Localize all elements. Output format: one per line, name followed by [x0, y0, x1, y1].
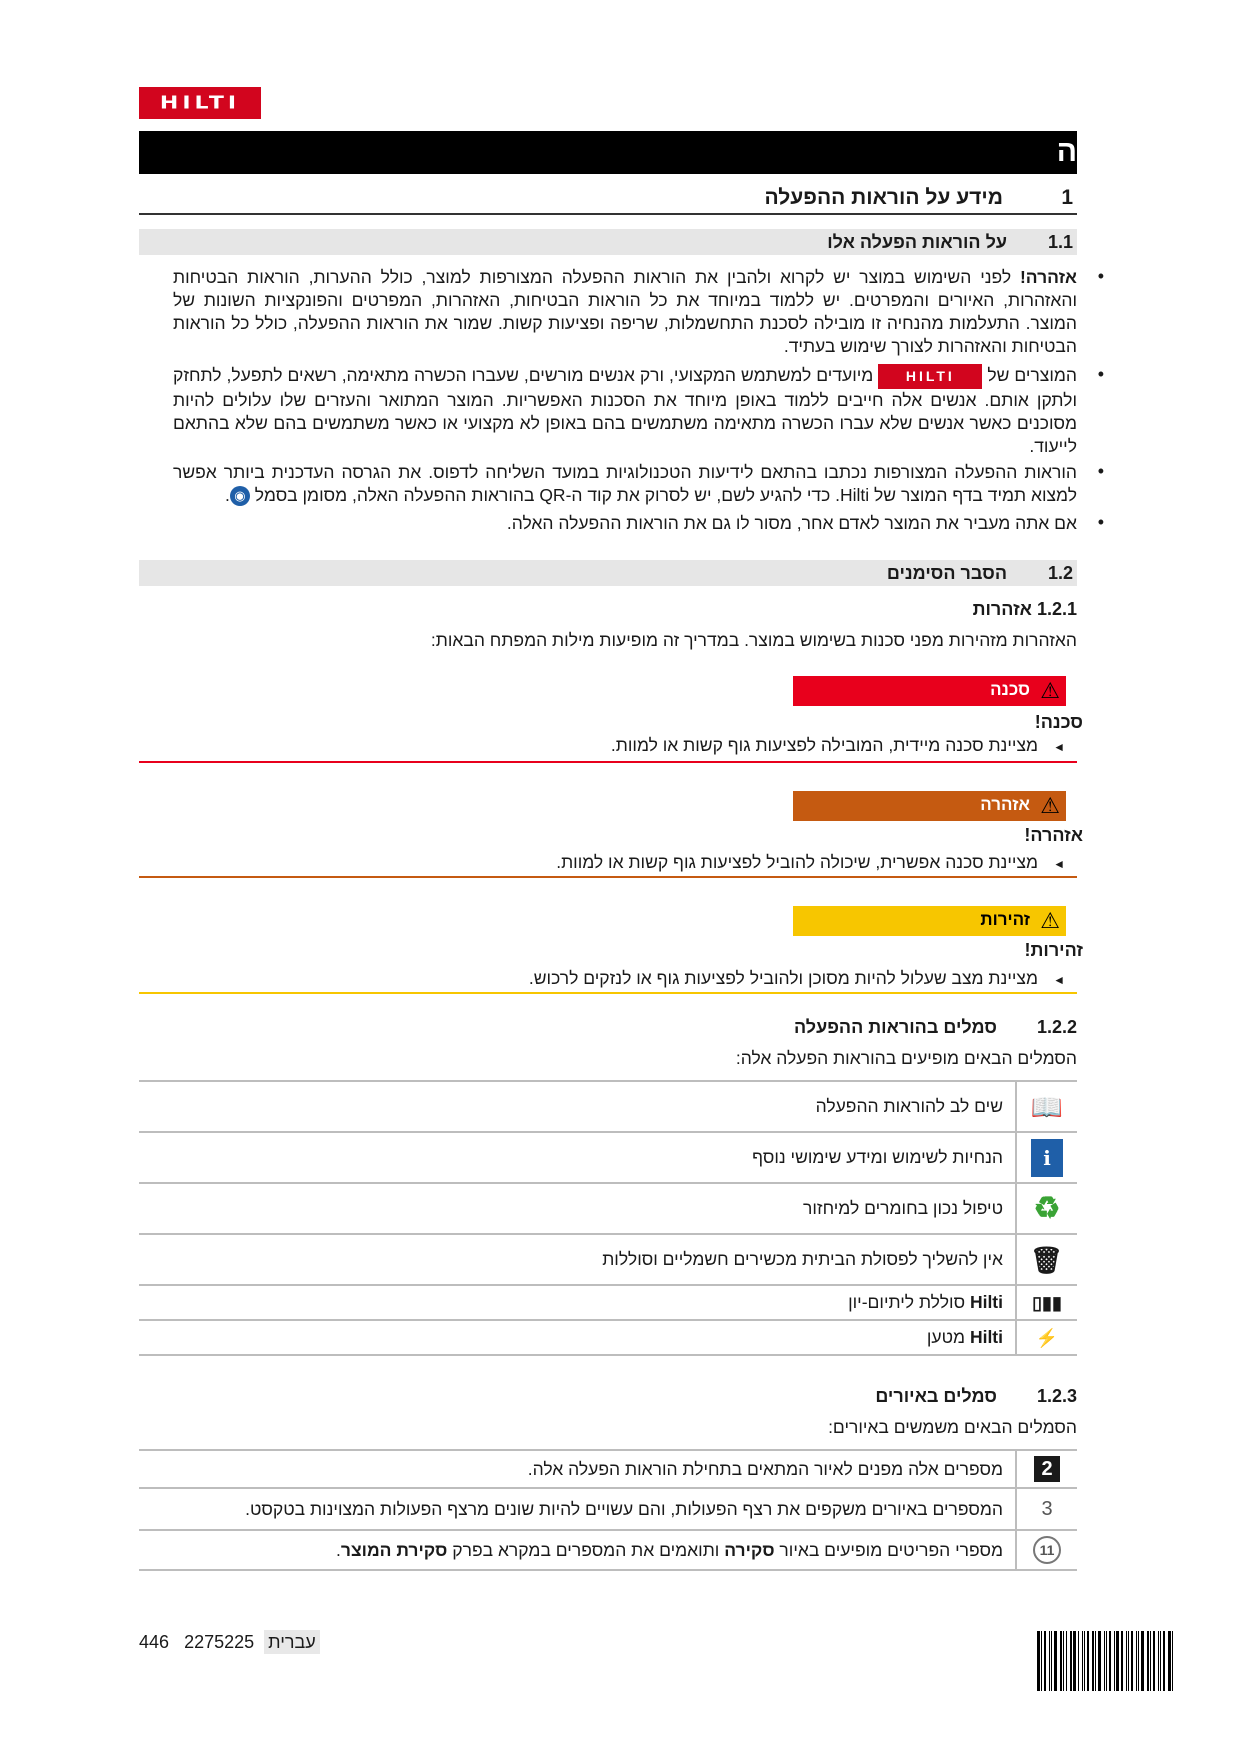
subsection-1-2-3-number: 1.2.3 [1036, 1386, 1077, 1406]
book-icon: 📖 [1030, 1091, 1063, 1122]
section-1-2-heading [139, 560, 1077, 586]
barcode-bar [1037, 1631, 1040, 1691]
subsection-1-2-2-title: סמלים בהוראות ההפעלה [793, 1017, 997, 1037]
barcode-bar [1073, 1631, 1076, 1691]
danger-description: מציינת סכנה מיידית, המובילה לפציעות גוף קשות או למוות. [610, 735, 1038, 755]
table-row: ▮▮▯ Hilti סוללת ליתיום-יון [139, 1285, 1077, 1320]
barcode [1037, 1631, 1207, 1691]
section-title: הסבר הסימנים [886, 563, 1007, 583]
barcode-bar [1098, 1631, 1101, 1691]
document-id: 2275225 [184, 1632, 255, 1652]
caution-separator [139, 992, 1077, 994]
bullet-warning-read-instructions: אזהרה! לפני השימוש במוצר יש לקרוא ולהבין את הוראות ההפעלה המצורפות למוצר, כולל ההערות, הוראות הבטיחות והאזהרות, האיורים והמפרטים. יש ללמוד במיוחד את כל הוראות הבטיחות, האזהרות, המפרטים והפונקציות השונות של המוצר. התעלמות מהנחיה זו מובילה לסכנת התחשמלות, שריפה ופציעות קשות. שמור את הוראות ההפעלה, כולל כל הוראות הבטיחות והאזהרות לצורך שימוש בעתיד. [173, 267, 1077, 356]
barcode-bar [1063, 1631, 1064, 1691]
barcode-bar [1051, 1631, 1052, 1691]
section-number: 1 [1061, 186, 1073, 209]
warning-triangle-icon: ⚠ [1040, 678, 1060, 703]
barcode-bar [1109, 1631, 1111, 1691]
table-row: 📖 שים לב להוראות ההפעלה [139, 1081, 1077, 1132]
warning-separator [139, 876, 1077, 878]
recycle-icon: ♻ [1033, 1191, 1061, 1225]
figure-number-icon: 2 [1034, 1456, 1060, 1482]
bullet-pass-instructions: אם אתה מעביר את המוצר לאדם אחר, מסור לו גם את הוראות ההפעלה האלה. [506, 513, 1077, 533]
arrow-bullet-icon: ◄ [1053, 973, 1065, 987]
charger-icon: ⚡ [1035, 1327, 1059, 1348]
subsection-1-2-1-heading: 1.2.1 אזהרות [972, 599, 1077, 619]
barcode-bar [1136, 1631, 1137, 1691]
section-1-heading [139, 186, 1077, 215]
barcode-bar [1158, 1631, 1159, 1691]
barcode-bar [1054, 1631, 1057, 1691]
section-title: מידע על הוראות ההפעלה [764, 186, 1003, 209]
barcode-bar [1106, 1631, 1107, 1691]
barcode-bar [1070, 1631, 1072, 1691]
symbols-table [139, 1080, 1077, 1356]
warning-triangle-icon: ⚠ [1040, 793, 1060, 818]
barcode-bar [1078, 1631, 1079, 1691]
barcode-bar [1104, 1631, 1105, 1691]
barcode-bar [1082, 1631, 1083, 1691]
info-icon: i [1031, 1139, 1063, 1177]
barcode-bar [1128, 1631, 1129, 1691]
warning-triangle-icon: ⚠ [1040, 908, 1060, 933]
barcode-bar [1044, 1631, 1046, 1691]
barcode-bar [1087, 1631, 1089, 1691]
chapter-header-bar [139, 131, 1077, 174]
bullet-icon: • [1097, 266, 1104, 286]
barcode-bar [1141, 1631, 1144, 1691]
bullet-professional-users: המוצרים של HILTI מיועדים למשתמש המקצועי, ורק אנשים מורשים, שעברו הכשרה מתאימה, רשאים לתפעל, לתחזק ולתקן אותם. אנשים אלה חייבים ללמוד באופן מיוחד את הסכנות האפשריות. המוצר המתואר והעזרים שלו עלולים להיות מסוכנים כאשר אנשים שלא עברו הכשרה מתאימה משתמשים בהם באופן לא מקצועי או כאשר משתמשים בהם שלא בהתאם לייעוד. [173, 365, 1077, 456]
page-number: 446 [139, 1632, 170, 1652]
barcode-bar [1114, 1631, 1115, 1691]
barcode-bar [1150, 1631, 1151, 1691]
symbols-intro-text: הסמלים הבאים מופיעים בהוראות הפעלה אלה: [735, 1048, 1077, 1068]
step-number-icon: 3 [1041, 1498, 1053, 1520]
caution-signal-bar: ⚠ זהירות [793, 906, 1066, 936]
subsection-1-2-2-number: 1.2.2 [1036, 1017, 1077, 1037]
barcode-bar [1084, 1631, 1085, 1691]
item-number-icon: 11 [1033, 1536, 1061, 1564]
section-title: על הוראות הפעלה אלו [827, 232, 1007, 252]
danger-signal-bar: ⚠ סכנה [793, 676, 1066, 706]
barcode-bar [1121, 1631, 1123, 1691]
warning-label: אזהרה! [1024, 825, 1083, 845]
table-row: 🗑 אין להשליך לפסולת הביתית מכשירים חשמליים וסוללות [139, 1234, 1077, 1285]
danger-label: סכנה! [1034, 712, 1083, 732]
barcode-bar [1172, 1631, 1173, 1691]
language-label: עברית [264, 1630, 320, 1654]
barcode-bar [1116, 1631, 1119, 1691]
section-1-1-heading [139, 229, 1077, 255]
arrow-bullet-icon: ◄ [1053, 857, 1065, 871]
barcode-bar [1041, 1631, 1042, 1691]
barcode-bar [1153, 1631, 1155, 1691]
warning-signal-bar: ⚠ אזהרה [793, 791, 1066, 821]
qr-code-symbol-icon: ◉ [230, 486, 250, 506]
barcode-bar [1066, 1631, 1067, 1691]
barcode-bar [1147, 1631, 1149, 1691]
barcode-bar [1163, 1631, 1165, 1691]
barcode-bar [1095, 1631, 1096, 1691]
bullet-latest-version: הוראות ההפעלה המצורפות נכתבו בהתאם לידיעות הטכנולוגיות במועד השליחה לדפוס. את הגרסה העדכנית ביותר אפשר למצוא תמיד בדף המוצר של Hilti. כדי להגיע לשם, יש לסרוק את קוד ה-QR בהוראות ההפעלה האלה, מסומן בסמל ◉. [173, 462, 1077, 505]
crossed-bin-icon: 🗑 [1029, 1244, 1063, 1275]
battery-icon: ▮▮▯ [1032, 1292, 1062, 1313]
table-row: 3 המספרים באיורים משקפים את רצף הפעולות, והם עשויים להיות שונים מרצף הפעולות המצוינות בטקסט. [139, 1488, 1077, 1530]
hilti-logo: HILTI [139, 87, 261, 119]
hilti-inline-logo: HILTI [878, 364, 982, 389]
chapter-letter: ה [1056, 135, 1077, 168]
warnings-intro-text: האזהרות מזהירות מפני סכנות בשימוש במוצר. במדריך זה מופיעות מילות המפתח הבאות: [430, 630, 1077, 650]
section-number: 1.1 [1047, 232, 1073, 252]
bullet-icon: • [1097, 461, 1104, 481]
section-number: 1.2 [1047, 563, 1073, 583]
caution-label: זהירות! [1024, 940, 1083, 960]
table-row: ♻ טיפול נכון בחומרים למיחזור [139, 1183, 1077, 1234]
bullet-icon: • [1097, 364, 1104, 384]
figure-symbols-intro-text: הסמלים הבאים משמשים באיורים: [828, 1417, 1077, 1437]
barcode-bar [1131, 1631, 1133, 1691]
caution-description: מציינת מצב שעלול להיות מסוכן ולהוביל לפציעות גוף או לנזקים לרכוש. [528, 968, 1038, 988]
table-row: ⚡ Hilti מטען [139, 1320, 1077, 1355]
barcode-bar [1138, 1631, 1139, 1691]
danger-separator [139, 761, 1077, 763]
barcode-bar [1060, 1631, 1062, 1691]
table-row: 11 מספרי הפריטים מופיעים באיור סקירה ותואמים את המספרים במקרא בפרק סקירת המוצר. [139, 1530, 1077, 1570]
subsection-1-2-3-title: סמלים באיורים [875, 1386, 997, 1406]
table-row: i הנחיות לשימוש ומידע שימושי נוסף [139, 1132, 1077, 1183]
barcode-bar [1092, 1631, 1094, 1691]
barcode-bar [1168, 1631, 1171, 1691]
page-footer [139, 1632, 320, 1653]
arrow-bullet-icon: ◄ [1053, 740, 1065, 754]
barcode-bar [1160, 1631, 1161, 1691]
figure-symbols-table [139, 1449, 1077, 1571]
bullet-icon: • [1097, 512, 1104, 532]
barcode-bar [1049, 1631, 1050, 1691]
warning-description: מציינת סכנה אפשרית, שיכולה להוביל לפציעות גוף קשות או למוות. [556, 852, 1038, 872]
table-row: 2 מספרים אלה מפנים לאיור המתאים בתחילת הוראות הפעלה אלה. [139, 1450, 1077, 1488]
barcode-bar [1126, 1631, 1127, 1691]
